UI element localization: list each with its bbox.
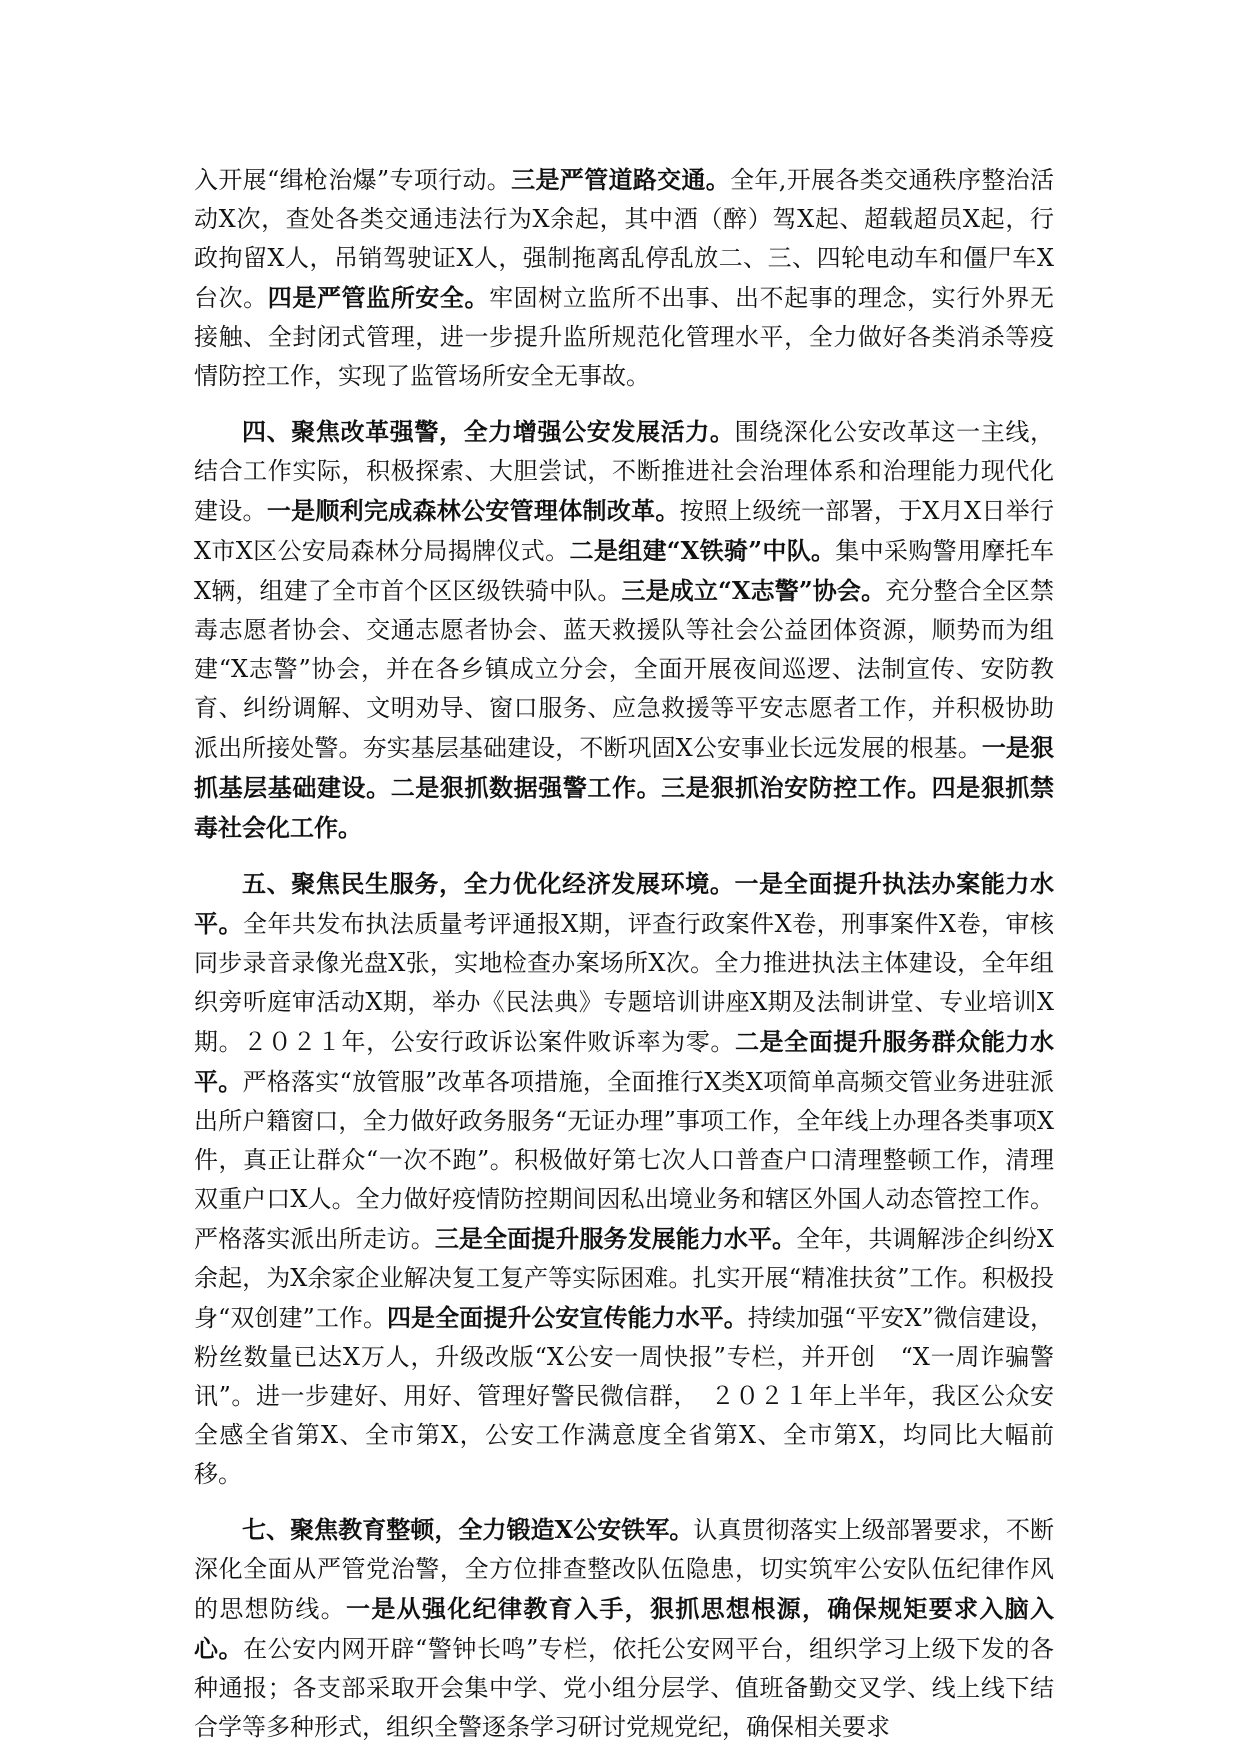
paragraph-section-seven-discipline xyxy=(194,1510,1054,1747)
text-run: 充分整合全区禁毒志愿者协会、交通志愿者协会、蓝天救援队等社会公益团体资源，顺势而为组建“X志警”协会，并在各乡镇成立分会，全面开展夜间巡逻、法制宣传、安防教育、纠纷调解、文明劝导、窗口服务、应急救援等平安志愿者工作，并积极协助派出所接处警。夯实基层基础建设，不断巩固X公安事业长远发展的根基。 xyxy=(194,577,1055,762)
bold-heading: 三是严管道路交通。 xyxy=(511,165,731,194)
text-run: 集中采购警用摩托车X辆，组建了全市首个区区级铁骑中队。 xyxy=(194,537,1055,605)
paragraph-section-four-reform xyxy=(194,412,1054,848)
bold-heading: 三是全面提升服务发展能力水平。 xyxy=(434,1224,797,1253)
text-run: 认真贯彻落实上级部署要求，不断深化全面从严管党治警，全方位排查整改队伍隐患，切实筑牢公安队伍纪律作风的思想防线。 xyxy=(194,1516,1055,1623)
section-heading: 五、聚焦民生服务，全力优化经济发展环境。一是全面提升执法办案能力水平。 xyxy=(194,869,1054,938)
bold-heading: 二是全面提升服务群众能力水平。 xyxy=(194,1027,1055,1096)
text-run: 在公安内网开辟“警钟长鸣”专栏，依托公安网平台，组织学习上级下发的各种通报；各支部采取开会集中学、党小组分层学、值班备勤交叉学、线上线下结合学等多种形式，组织全警逐条学习研讨党规党纪，确保相关要求 xyxy=(194,1635,1055,1741)
paragraph-gap xyxy=(194,396,1054,412)
bold-heading: 一是从强化纪律教育入手，狠抓思想根源，确保规矩要求入脑入心。 xyxy=(194,1594,1054,1663)
bold-heading: 四是全面提升公安宣传能力水平。 xyxy=(387,1303,748,1332)
bold-heading: 一是狠抓基层基础建设。二是狠抓数据强警工作。三是狠抓治安防控工作。四是狠抓禁毒社会化工作。 xyxy=(194,733,1054,842)
paragraph-gap xyxy=(194,1494,1054,1510)
text-run: 牢固树立监所不出事、出不起事的理念，实行外界无接触、全封闭式管理，进一步提升监所规范化管理水平，全力做好各类消杀等疫情防控工作，实现了监管场所安全无事故。 xyxy=(194,284,1055,390)
text-run: 全年共发布执法质量考评通报X期，评查行政案件X卷，刑事案件X卷，审核同步录音录像光盘X张，实地检查办案场所X次。全力推进执法主体建设，全年组织旁听庭审活动X期，举办《民法典》专题培训讲座X期及法制讲堂、专业培训X期。２０２１年，公安行政诉讼案件败诉率为零。 xyxy=(194,910,1055,1056)
bold-heading: 一是顺利完成森林公安管理体制改革。 xyxy=(266,496,680,525)
bold-heading: 二是组建“X铁骑”中队。 xyxy=(569,536,836,565)
text-run: 严格落实“放管服”改革各项措施，全面推行X类X项简单高频交管业务进驻派出所户籍窗口，全力做好政务服务“无证办理”事项工作，全年线上办理各类事项X件，真正让群众“一次不跑”。积极做好第七次人口普查户口清理整顿工作，清理双重户口X人。全力做好疫情防控期间因私出境业务和辖区外国人动态管控工作。严格落实派出所走访。 xyxy=(194,1068,1054,1253)
paragraph-section-five-service xyxy=(194,864,1054,1494)
text-run: 全年,开展各类交通秩序整治活动X次，查处各类交通违法行为X余起，其中酒（醉）驾X起、超载超员X起，行政拘留X人，吊销驾驶证X人，强制拖离乱停乱放二、三、四轮电动车和僵尸车X台次。 xyxy=(194,166,1054,312)
bold-heading: 四是严管监所安全。 xyxy=(267,283,490,312)
section-heading: 七、聚焦教育整顿，全力锻造X公安铁军。 xyxy=(242,1515,694,1544)
text-run: 入开展“缉枪治爆”专项行动。 xyxy=(194,166,512,194)
text-run: 围绕深化公安改革这一主线，结合工作实际，积极探索、大胆尝试，不断推进社会治理体系和治理能力现代化建设。 xyxy=(194,418,1054,525)
section-heading: 四、聚焦改革强警，全力增强公安发展活力。 xyxy=(242,417,735,446)
paragraph-gap xyxy=(194,848,1054,864)
bold-heading: 三是成立“X志警”协会。 xyxy=(621,576,886,605)
text-run: 按照上级统一部署，于X月X日举行X市X区公安局森林分局揭牌仪式。 xyxy=(194,497,1055,565)
paragraph-traffic-and-detention xyxy=(194,160,1054,396)
text-run: 全年，共调解涉企纠纷X余起，为X余家企业解决复工复产等实际困难。扎实开展“精准扶贫”工作。积极投身“双创建”工作。 xyxy=(194,1225,1055,1332)
text-run: 持续加强“平安X”微信建设，粉丝数量已达X万人，升级改版“X公安一周快报”专栏，并开创 “X一周诈骗警讯”。进一步建好、用好、管理好警民微信群， ２０２１年上半年，我区公众安全感全省第X、全市第X，公安工作满意度全省第X、全市第X，均同比大幅前移。 xyxy=(194,1304,1054,1488)
